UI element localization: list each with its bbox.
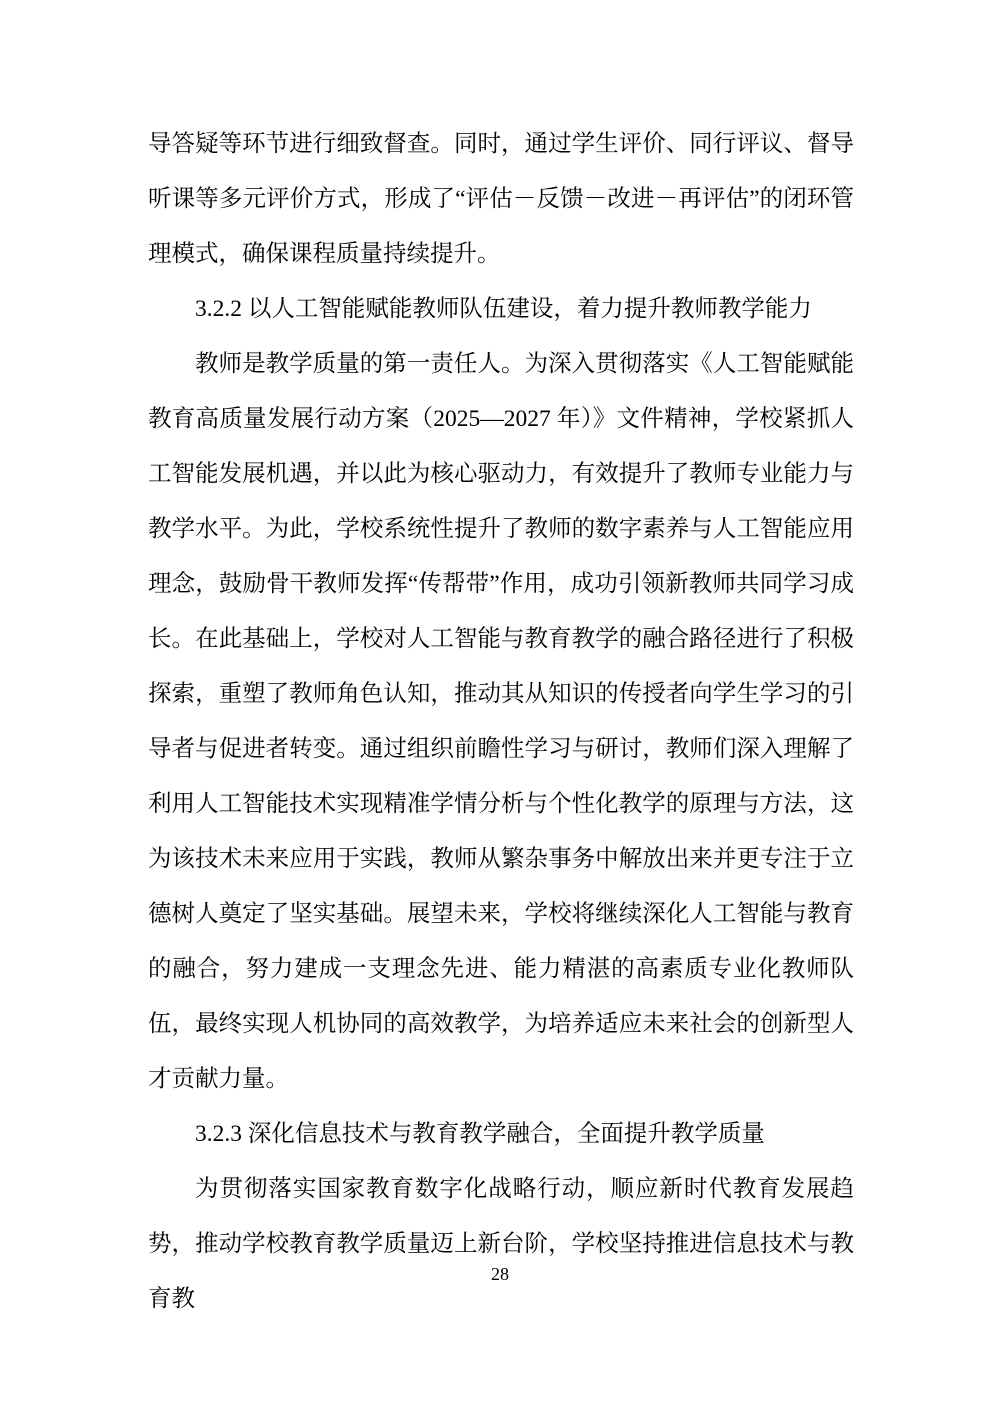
- section-heading-3-2-3: 3.2.3 深化信息技术与教育教学融合，全面提升教学质量: [195, 1121, 765, 1147]
- paragraph-it-education-integration: 为贯彻落实国家教育数字化战略行动，顺应新时代教育发展趋势，推动学校教育教学质量迈上新台阶，学校坚持推进信息技术与教育教: [148, 1176, 854, 1312]
- page-content: [148, 117, 854, 1327]
- paragraph-teacher-ai-empowerment: 教师是教学质量的第一责任人。为深入贯彻落实《人工智能赋能教育高质量发展行动方案（2025—2027 年）》文件精神，学校紧抓人工智能发展机遇，并以此为核心驱动力，有效提升了教师专业能力与教学水平。为此，学校系统性提升了教师的数字素养与人工智能应用理念，鼓励骨干教师发挥“传帮带”作用，成功引领新教师共同学习成长。在此基础上，学校对人工智能与教育教学的融合路径进行了积极探索，重塑了教师角色认知，推动其从知识的传授者向学生学习的引导者与促进者转变。通过组织前瞻性学习与研讨，教师们深入理解了利用人工智能技术实现精准学情分析与个性化教学的原理与方法，这为该技术未来应用于实践，教师从繁杂事务中解放出来并更专注于立德树人奠定了坚实基础。展望未来，学校将继续深化人工智能与教育的融合，努力建成一支理念先进、能力精湛的高素质专业化教师队伍，最终实现人机协同的高效教学，为培养适应未来社会的创新型人才贡献力量。: [148, 351, 854, 1092]
- paragraph-continuation: 导答疑等环节进行细致督查。同时，通过学生评价、同行评议、督导听课等多元评价方式，形成了“评估－反馈－改进－再评估”的闭环管理模式，确保课程质量持续提升。: [148, 131, 854, 267]
- page-number: 28: [491, 1264, 509, 1284]
- section-heading-3-2-2: 3.2.2 以人工智能赋能教师队伍建设，着力提升教师教学能力: [195, 296, 812, 322]
